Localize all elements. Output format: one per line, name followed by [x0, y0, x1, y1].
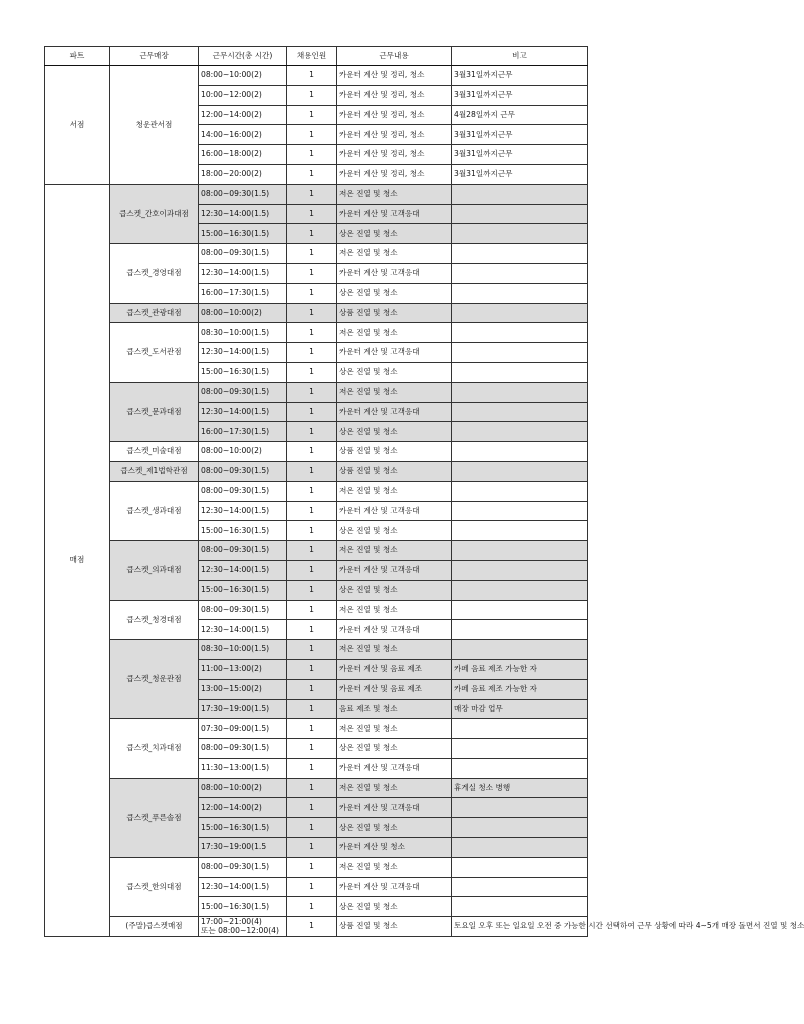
store-cell: 큽스켓_미술대점: [110, 442, 199, 462]
remarks-cell: [452, 224, 588, 244]
headcount-cell: 1: [287, 699, 337, 719]
work-content-cell: 저온 진열 및 청소: [337, 719, 452, 739]
work-content-cell: 저온 진열 및 청소: [337, 857, 452, 877]
table-row: [45, 303, 588, 323]
work-time-cell: 16:00~17:30(1.5): [199, 283, 287, 303]
headcount-cell: 1: [287, 343, 337, 363]
headcount-cell: 1: [287, 422, 337, 442]
work-time-cell: 17:30~19:00(1.5: [199, 838, 287, 858]
headcount-cell: 1: [287, 224, 337, 244]
work-content-cell: 카운터 계산 및 고객응대: [337, 204, 452, 224]
work-time-cell: 10:00~12:00(2): [199, 85, 287, 105]
work-time-cell: 15:00~16:30(1.5): [199, 897, 287, 917]
header-headcount: 채용인원: [287, 47, 337, 66]
remarks-cell: [452, 263, 588, 283]
table-row: [45, 461, 588, 481]
store-cell: 큽스켓_푸른솔점: [110, 778, 199, 857]
work-time-cell: 12:30~14:00(1.5): [199, 343, 287, 363]
work-content-cell: 카운터 계산 및 청소: [337, 838, 452, 858]
remarks-cell: [452, 541, 588, 561]
headcount-cell: 1: [287, 541, 337, 561]
remarks-cell: [452, 560, 588, 580]
work-time-cell: 08:00~09:30(1.5): [199, 481, 287, 501]
work-time-cell: 17:00~21:00(4) 또는 08:00~12:00(4): [199, 917, 287, 937]
remarks-cell: 3월31일까지근무: [452, 66, 588, 86]
headcount-cell: 1: [287, 204, 337, 224]
work-time-cell: 16:00~17:30(1.5): [199, 422, 287, 442]
remarks-cell: [452, 818, 588, 838]
remarks-cell: 3월31일까지근무: [452, 85, 588, 105]
work-time-cell: 08:00~10:00(2): [199, 778, 287, 798]
headcount-cell: 1: [287, 640, 337, 660]
remarks-cell: [452, 402, 588, 422]
headcount-cell: 1: [287, 897, 337, 917]
work-content-cell: 상온 진열 및 청소: [337, 521, 452, 541]
headcount-cell: 1: [287, 105, 337, 125]
headcount-cell: 1: [287, 857, 337, 877]
headcount-cell: 1: [287, 85, 337, 105]
headcount-cell: 1: [287, 164, 337, 184]
remarks-cell: [452, 620, 588, 640]
headcount-cell: 1: [287, 382, 337, 402]
remarks-cell: 3월31일까지근무: [452, 145, 588, 165]
store-cell: 큽스켓_한의대점: [110, 857, 199, 916]
headcount-cell: 1: [287, 758, 337, 778]
work-content-cell: 카운터 계산 및 고객응대: [337, 620, 452, 640]
headcount-cell: 1: [287, 877, 337, 897]
work-time-cell: 15:00~16:30(1.5): [199, 521, 287, 541]
headcount-cell: 1: [287, 838, 337, 858]
remarks-cell: [452, 382, 588, 402]
work-content-cell: 저온 진열 및 청소: [337, 481, 452, 501]
headcount-cell: 1: [287, 184, 337, 204]
headcount-cell: 1: [287, 778, 337, 798]
work-content-cell: 저온 진열 및 청소: [337, 640, 452, 660]
work-time-cell: 08:00~10:00(2): [199, 303, 287, 323]
headcount-cell: 1: [287, 263, 337, 283]
remarks-cell: 3월31일까지근무: [452, 164, 588, 184]
headcount-cell: 1: [287, 679, 337, 699]
store-cell: 큽스켓_청운관점: [110, 640, 199, 719]
work-time-cell: 08:00~09:30(1.5): [199, 857, 287, 877]
headcount-cell: 1: [287, 461, 337, 481]
remarks-cell: [452, 362, 588, 382]
work-time-cell: 17:30~19:00(1.5): [199, 699, 287, 719]
store-cell: 큽스켓_의과대점: [110, 541, 199, 600]
remarks-cell: [452, 184, 588, 204]
remarks-cell: [452, 600, 588, 620]
header-part: 파트: [45, 47, 110, 66]
table-row: [45, 442, 588, 462]
work-content-cell: 카운터 계산 및 고객응대: [337, 263, 452, 283]
work-content-cell: 상품 진열 및 청소: [337, 917, 452, 937]
headcount-cell: 1: [287, 818, 337, 838]
store-cell: 큽스켓_관광대점: [110, 303, 199, 323]
remarks-cell: [452, 283, 588, 303]
headcount-cell: 1: [287, 303, 337, 323]
work-content-cell: 상온 진열 및 청소: [337, 422, 452, 442]
work-time-cell: 08:00~09:30(1.5): [199, 244, 287, 264]
remarks-cell: [452, 739, 588, 759]
work-time-cell: 15:00~16:30(1.5): [199, 362, 287, 382]
table-row: [45, 600, 588, 620]
remarks-cell: [452, 501, 588, 521]
store-cell: 큽스켓_문과대점: [110, 382, 199, 441]
headcount-cell: 1: [287, 323, 337, 343]
remarks-cell: [452, 521, 588, 541]
store-cell: 청운관서점: [110, 66, 199, 185]
work-time-cell: 12:30~14:00(1.5): [199, 402, 287, 422]
headcount-cell: 1: [287, 620, 337, 640]
work-content-cell: 카운터 계산 및 고객응대: [337, 560, 452, 580]
job-schedule-table: [44, 46, 804, 937]
work-content-cell: 상품 진열 및 청소: [337, 442, 452, 462]
work-content-cell: 상온 진열 및 청소: [337, 224, 452, 244]
remarks-cell: [452, 897, 588, 917]
headcount-cell: 1: [287, 917, 337, 937]
headcount-cell: 1: [287, 283, 337, 303]
store-cell: 큽스켓_치과대점: [110, 719, 199, 778]
work-time-cell: 12:30~14:00(1.5): [199, 501, 287, 521]
remarks-cell: 매장 마감 업무: [452, 699, 588, 719]
work-time-cell: 08:00~10:00(2): [199, 442, 287, 462]
headcount-cell: 1: [287, 501, 337, 521]
work-content-cell: 카운터 계산 및 고객응대: [337, 758, 452, 778]
work-content-cell: 저온 진열 및 청소: [337, 600, 452, 620]
work-content-cell: 저온 진열 및 청소: [337, 382, 452, 402]
header-work-content: 근무내용: [337, 47, 452, 66]
headcount-cell: 1: [287, 362, 337, 382]
table-row: [45, 323, 588, 343]
headcount-cell: 1: [287, 244, 337, 264]
remarks-cell: [452, 343, 588, 363]
work-content-cell: 저온 진열 및 청소: [337, 541, 452, 561]
headcount-cell: 1: [287, 442, 337, 462]
headcount-cell: 1: [287, 798, 337, 818]
table-row: [45, 184, 588, 204]
store-cell: 큽스켓_생과대점: [110, 481, 199, 540]
work-time-cell: 15:00~16:30(1.5): [199, 580, 287, 600]
work-time-cell: 11:30~13:00(1.5): [199, 758, 287, 778]
remarks-cell: [452, 303, 588, 323]
work-time-cell: 12:30~14:00(1.5): [199, 620, 287, 640]
store-cell: 큽스켓_청경대점: [110, 600, 199, 640]
remarks-cell: [452, 798, 588, 818]
work-content-cell: 카운터 계산 및 정리, 청소: [337, 145, 452, 165]
remarks-cell: [452, 838, 588, 858]
table-row: [45, 917, 588, 937]
table-row: [45, 481, 588, 501]
work-content-cell: 카운터 계산 및 정리, 청소: [337, 125, 452, 145]
work-content-cell: 상온 진열 및 청소: [337, 580, 452, 600]
headcount-cell: 1: [287, 739, 337, 759]
work-time-cell: 12:30~14:00(1.5): [199, 204, 287, 224]
work-time-cell: 16:00~18:00(2): [199, 145, 287, 165]
table-row: [45, 541, 588, 561]
work-time-cell: 13:00~15:00(2): [199, 679, 287, 699]
headcount-cell: 1: [287, 521, 337, 541]
work-content-cell: 카운터 계산 및 고객응대: [337, 877, 452, 897]
remarks-cell: [452, 758, 588, 778]
table-row: [45, 719, 588, 739]
work-content-cell: 상품 진열 및 청소: [337, 461, 452, 481]
table-row: [45, 857, 588, 877]
headcount-cell: 1: [287, 481, 337, 501]
remarks-cell: 3월31일까지근무: [452, 125, 588, 145]
work-content-cell: 상온 진열 및 청소: [337, 739, 452, 759]
work-content-cell: 카운터 계산 및 고객응대: [337, 343, 452, 363]
work-time-cell: 08:30~10:00(1.5): [199, 640, 287, 660]
work-time-cell: 08:00~09:30(1.5): [199, 600, 287, 620]
remarks-cell: [452, 481, 588, 501]
table-row: [45, 640, 588, 660]
work-content-cell: 카운터 계산 및 음료 제조: [337, 659, 452, 679]
work-time-cell: 18:00~20:00(2): [199, 164, 287, 184]
work-content-cell: 상온 진열 및 청소: [337, 897, 452, 917]
store-cell: 큽스켓_간호이과대점: [110, 184, 199, 243]
remarks-cell: [452, 719, 588, 739]
store-cell: 큽스켓_도서관점: [110, 323, 199, 382]
part-cell: 서점: [45, 66, 110, 185]
work-time-cell: 08:00~09:30(1.5): [199, 541, 287, 561]
remarks-cell: [452, 461, 588, 481]
remarks-cell: 카페 음료 제조 가능한 자: [452, 679, 588, 699]
work-content-cell: 저온 진열 및 청소: [337, 184, 452, 204]
store-cell: (주말)큽스켓매점: [110, 917, 199, 937]
work-content-cell: 저온 진열 및 청소: [337, 244, 452, 264]
headcount-cell: 1: [287, 66, 337, 86]
headcount-cell: 1: [287, 125, 337, 145]
work-content-cell: 음료 제조 및 청소: [337, 699, 452, 719]
work-content-cell: 카운터 계산 및 고객응대: [337, 402, 452, 422]
work-time-cell: 12:30~14:00(1.5): [199, 877, 287, 897]
work-time-cell: 08:00~09:30(1.5): [199, 739, 287, 759]
work-content-cell: 카운터 계산 및 정리, 청소: [337, 105, 452, 125]
headcount-cell: 1: [287, 580, 337, 600]
work-content-cell: 저온 진열 및 청소: [337, 778, 452, 798]
header-work-time: 근무시간(총 시간): [199, 47, 287, 66]
work-time-cell: 12:00~14:00(2): [199, 798, 287, 818]
remarks-cell: 카페 음료 제조 가능한 자: [452, 659, 588, 679]
work-content-cell: 카운터 계산 및 정리, 청소: [337, 66, 452, 86]
work-time-cell: 08:00~09:30(1.5): [199, 184, 287, 204]
headcount-cell: 1: [287, 145, 337, 165]
table-row: [45, 778, 588, 798]
work-time-cell: 07:30~09:00(1.5): [199, 719, 287, 739]
remarks-cell: [452, 442, 588, 462]
headcount-cell: 1: [287, 560, 337, 580]
work-time-cell: 12:30~14:00(1.5): [199, 263, 287, 283]
header-row: [45, 47, 588, 66]
header-store: 근무매장: [110, 47, 199, 66]
work-content-cell: 상온 진열 및 청소: [337, 283, 452, 303]
work-time-cell: 15:00~16:30(1.5): [199, 818, 287, 838]
work-time-cell: 08:00~10:00(2): [199, 66, 287, 86]
headcount-cell: 1: [287, 719, 337, 739]
header-remarks: 비고: [452, 47, 588, 66]
work-content-cell: 카운터 계산 및 정리, 청소: [337, 164, 452, 184]
table-row: [45, 66, 588, 86]
work-time-cell: 08:00~09:30(1.5): [199, 382, 287, 402]
remarks-cell: [452, 877, 588, 897]
table-row: [45, 382, 588, 402]
work-time-cell: 08:30~10:00(1.5): [199, 323, 287, 343]
work-content-cell: 카운터 계산 및 음료 제조: [337, 679, 452, 699]
work-content-cell: 상온 진열 및 청소: [337, 818, 452, 838]
remarks-cell: [452, 323, 588, 343]
remarks-cell: [452, 580, 588, 600]
store-cell: 큽스켓_경영대점: [110, 244, 199, 303]
remarks-cell: [452, 640, 588, 660]
table-row: [45, 244, 588, 264]
part-cell: 매점: [45, 184, 110, 936]
work-time-cell: 08:00~09:30(1.5): [199, 461, 287, 481]
work-time-cell: 12:30~14:00(1.5): [199, 560, 287, 580]
remarks-cell: 토요일 오후 또는 일요일 오전 중 가능한 시간 선택하여 근무 상황에 따라 4~5개 매장 돌면서 진열 및 청소: [452, 917, 588, 937]
headcount-cell: 1: [287, 600, 337, 620]
work-time-cell: 15:00~16:30(1.5): [199, 224, 287, 244]
work-time-cell: 12:00~14:00(2): [199, 105, 287, 125]
work-content-cell: 저온 진열 및 청소: [337, 323, 452, 343]
remarks-cell: [452, 422, 588, 442]
work-content-cell: 상온 진열 및 청소: [337, 362, 452, 382]
work-time-cell: 11:00~13:00(2): [199, 659, 287, 679]
headcount-cell: 1: [287, 659, 337, 679]
remarks-cell: [452, 204, 588, 224]
store-cell: 큽스켓_제1법학관점: [110, 461, 199, 481]
remarks-cell: 휴게실 청소 병행: [452, 778, 588, 798]
work-time-cell: 14:00~16:00(2): [199, 125, 287, 145]
work-content-cell: 카운터 계산 및 고객응대: [337, 501, 452, 521]
table-body: [45, 66, 804, 937]
remarks-cell: 4월28일까지 근무: [452, 105, 588, 125]
remarks-cell: [452, 857, 588, 877]
remarks-cell: [452, 244, 588, 264]
work-content-cell: 카운터 계산 및 정리, 청소: [337, 85, 452, 105]
work-content-cell: 상품 진열 및 청소: [337, 303, 452, 323]
headcount-cell: 1: [287, 402, 337, 422]
work-content-cell: 카운터 계산 및 고객응대: [337, 798, 452, 818]
